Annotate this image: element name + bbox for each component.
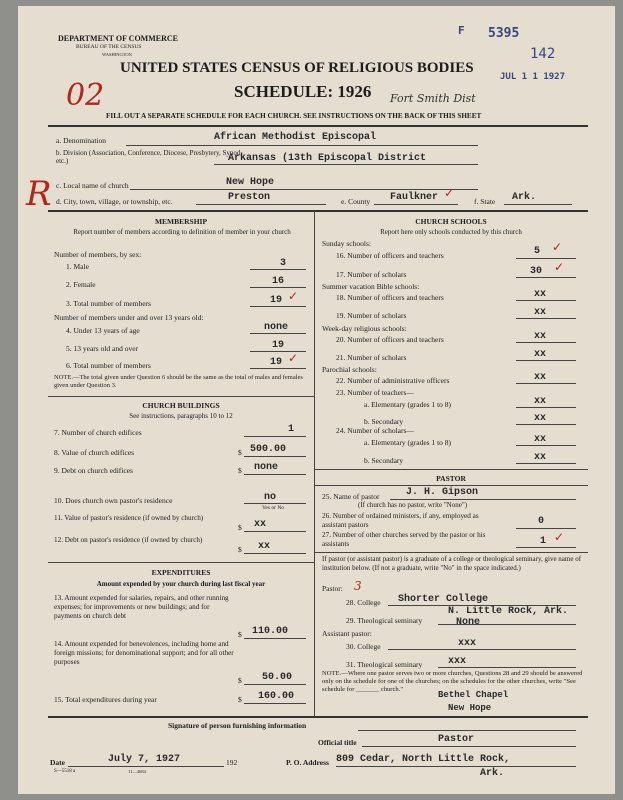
q31-value: xxx: [448, 656, 467, 667]
q10-label: 10. Does church own pastor's residence: [54, 496, 173, 505]
state-label: f. State: [474, 197, 496, 206]
q24a-label: a. Elementary (grades 1 to 8): [364, 438, 452, 447]
city-label: WASHINGTON: [102, 52, 132, 57]
denomination-value: African Methodist Episcopal: [214, 132, 377, 143]
city-field-label: d. City, town, village, or township, etc.: [56, 197, 173, 206]
graduate-note: If pastor (or assistant pastor) is a graduate of a college or theological seminary, give name of institution below. (If not a graduate, write "No" in the space indicated.): [322, 555, 582, 572]
q30-label: 30. College: [346, 642, 381, 651]
schedule-district-note: Fort Smith Dist: [390, 92, 476, 105]
assistant-pastor-subheading: Assistant pastor:: [322, 629, 372, 638]
pastor-subheading: Pastor:: [322, 584, 343, 593]
membership-note: NOTE.—The total given under Question 6 should be the same as the total of males and females given under Question 3.: [54, 374, 303, 389]
separate-schedule-instruction: FILL OUT A SEPARATE SCHEDULE FOR EACH CHURCH. SEE INSTRUCTIONS ON THE BACK OF THIS SHEET: [106, 112, 482, 120]
q8-value: 500.00: [250, 444, 287, 455]
q5-value: 19: [272, 340, 285, 351]
dollar-sign: $: [238, 545, 242, 554]
check-mark-icon: ✓: [288, 351, 299, 365]
census-form-sheet: [18, 6, 615, 794]
q31-label: 31. Theological seminary: [346, 660, 423, 669]
q14-value: 50.00: [262, 672, 293, 683]
q7-value: 1: [288, 424, 295, 435]
members-by-age-label: Number of members under and over 13 years old:: [54, 313, 204, 322]
members-by-sex-label: Number of members, by sex:: [54, 250, 142, 259]
q13-label: 13. Amount expended for salaries, repairs, and other running expenses; for improvements or new buildings; and for payments on church debt: [54, 594, 229, 620]
q10-value: no: [264, 492, 277, 503]
date-value: July 7, 1927: [108, 754, 181, 765]
q18-value: xx: [534, 289, 547, 300]
official-title-label: Official title: [318, 738, 357, 747]
q6-value: 19: [270, 357, 283, 368]
form-code: S—5518 a: [54, 769, 76, 774]
q23b-value: xx: [534, 413, 547, 424]
year-suffix: 192: [226, 758, 238, 767]
official-title-value: Pastor: [438, 734, 475, 745]
q16-value: 5: [534, 246, 541, 257]
q28-value: Shorter College: [398, 594, 489, 605]
q20-value: xx: [534, 331, 547, 342]
county-label: e. County: [341, 197, 371, 206]
summer-schools-label: Summer vacation Bible schools:: [322, 282, 420, 291]
dollar-sign: $: [238, 630, 242, 639]
q9-label: 9. Debt on church edifices: [54, 466, 133, 475]
po-address-state: Ark.: [480, 768, 505, 779]
q27-label: 27. Number of other churches served by the pastor or his assistants: [322, 531, 486, 548]
denomination-label: a. Denomination: [56, 136, 106, 145]
q15-value: 160.00: [258, 691, 295, 702]
q7-label: 7. Number of church edifices: [54, 428, 142, 437]
parochial-schools-label: Parochial schools:: [322, 365, 377, 374]
q27-value: 1: [540, 536, 547, 547]
multi-church-note: NOTE.—Where one pastor serves two or more churches, Questions 28 and 29 should be answered only on the schedule for one of the churches; on the schedules for the other churches, write "See schedule for _______ church.": [322, 670, 583, 693]
stamp-prefix: F: [458, 24, 465, 37]
q18-label: 18. Number of officers and teachers: [336, 293, 444, 302]
expenditures-intro: Amount expended by your church during last fiscal year: [96, 580, 266, 588]
note-church-fill-2: New Hope: [448, 703, 492, 713]
dollar-sign: $: [238, 676, 242, 685]
check-mark-icon: ✓: [554, 260, 565, 274]
q15-label: 15. Total expenditures during year: [54, 695, 157, 704]
buildings-heading: CHURCH BUILDINGS: [142, 401, 220, 410]
q24b-label: b. Secondary: [364, 456, 404, 465]
q17-value: 30: [530, 266, 543, 277]
check-mark-icon: ✓: [444, 186, 455, 200]
q1-label: 1. Male: [66, 262, 89, 271]
q28-location: N. Little Rock, Ark.: [448, 606, 569, 617]
q23a-value: xx: [534, 396, 547, 407]
q21-value: xx: [534, 349, 547, 360]
q12-label: 12. Debt on pastor's residence (if owned by church): [54, 536, 203, 544]
q6-label: 6. Total number of members: [66, 361, 151, 370]
q25-label: 25. Name of pastor: [322, 492, 380, 501]
form-code-2: 11—4684: [128, 769, 146, 774]
bureau-label: BUREAU OF THE CENSUS: [76, 44, 142, 50]
q14-label: 14. Amount expended for benevolences, including home and foreign missions; for denominational support; and for all other purposes: [54, 640, 234, 666]
date-label: Date: [50, 758, 65, 767]
state-value: Ark.: [512, 192, 537, 203]
stamp-number: 5395: [488, 26, 520, 41]
q13-value: 110.00: [252, 626, 289, 637]
q21-label: 21. Number of scholars: [336, 353, 407, 362]
q29-label: 29. Theological seminary: [346, 616, 423, 625]
q11-label: 11. Value of pastor's residence (if owned by church): [54, 514, 204, 522]
weekday-schools-label: Week-day religious schools:: [322, 324, 407, 333]
membership-heading: MEMBERSHIP: [154, 217, 208, 226]
q4-label: 4. Under 13 years of age: [66, 326, 140, 335]
dollar-sign: $: [238, 523, 242, 532]
signature-label: Signature of person furnishing information: [168, 721, 307, 730]
q22-label: 22. Number of administrative officers: [336, 376, 450, 385]
note-church-fill: Bethel Chapel: [438, 690, 509, 700]
local-name-label: c. Local name of church: [56, 181, 129, 190]
q2-label: 2. Female: [66, 280, 96, 289]
schedule-title: SCHEDULE: 1926: [234, 82, 372, 101]
form-title: UNITED STATES CENSUS OF RELIGIOUS BODIES: [120, 60, 474, 76]
city-field-value: Preston: [228, 192, 271, 203]
q9-value: none: [254, 462, 279, 473]
dollar-sign: $: [238, 466, 242, 475]
schools-intro: Report here only schools conducted by this church: [380, 228, 522, 236]
q5-label: 5. 13 years old and over: [66, 344, 139, 353]
q1-value: 3: [280, 258, 287, 269]
q12-value: xx: [258, 541, 271, 552]
q19-label: 19. Number of scholars: [336, 311, 407, 320]
q26-label: 26. Number of ordained ministers, if any, employed as assistant pastors: [322, 512, 479, 529]
check-mark-icon: ✓: [288, 289, 299, 303]
division-label: b. Division (Association, Conference, Diocese, Presbytery, Synod, etc.): [56, 149, 243, 165]
schools-heading: CHURCH SCHOOLS: [415, 217, 487, 226]
q23a-label: a. Elementary (grades 1 to 8): [364, 400, 452, 409]
division-value: Arkansas (13th Episcopal District: [228, 153, 427, 164]
stamp-142: 142: [530, 46, 556, 62]
q24a-value: xx: [534, 434, 547, 445]
department-label: DEPARTMENT OF COMMERCE: [58, 34, 179, 43]
membership-intro: Report number of members according to definition of member in your church: [73, 228, 291, 236]
q2-value: 16: [272, 276, 285, 287]
mark-02: 02: [66, 78, 105, 113]
q23-label: 23. Number of teachers—: [336, 388, 414, 397]
q20-label: 20. Number of officers and teachers: [336, 335, 444, 344]
local-name-value: New Hope: [226, 177, 275, 188]
check-mark-icon: ✓: [552, 240, 563, 254]
pastor-heading: PASTOR: [436, 474, 466, 483]
q29-value: None: [456, 617, 481, 628]
pastor-mark: 3: [354, 579, 362, 593]
q28-label: 28. College: [346, 598, 381, 607]
q23b-label: b. Secondary: [364, 417, 404, 426]
county-value: Faulkner: [390, 192, 439, 203]
dollar-sign: $: [238, 695, 242, 704]
q8-label: 8. Value of church edifices: [54, 448, 135, 457]
q3-value: 19: [270, 295, 283, 306]
q26-value: 0: [538, 516, 545, 527]
check-mark-icon: ✓: [554, 530, 565, 544]
q24-label: 24. Number of scholars—: [336, 426, 414, 435]
buildings-instructions: See instructions, paragraphs 10 to 12: [129, 412, 233, 420]
received-date-stamp: JUL 1 1 1927: [500, 72, 566, 82]
q24b-value: xx: [534, 452, 547, 463]
q30-value: xxx: [458, 638, 477, 649]
mark-r: R: [26, 174, 52, 214]
q19-value: xx: [534, 307, 547, 318]
po-address-label: P. O. Address: [286, 758, 329, 767]
po-address-value: 809 Cedar, North Little Rock,: [336, 754, 511, 765]
q17-label: 17. Number of scholars: [336, 270, 407, 279]
q10-hint: Yes or No: [262, 505, 285, 511]
expenditures-heading: EXPENDITURES: [151, 568, 211, 577]
q3-label: 3. Total number of members: [66, 299, 151, 308]
sunday-schools-label: Sunday schools:: [322, 239, 371, 248]
dollar-sign: $: [238, 448, 242, 457]
q25-value: J. H. Gipson: [406, 487, 479, 498]
q16-label: 16. Number of officers and teachers: [336, 251, 444, 260]
q4-value: none: [264, 322, 289, 333]
q11-value: xx: [254, 519, 267, 530]
q22-value: xx: [534, 372, 547, 383]
q25-hint: (If church has no pastor, write "None"): [358, 501, 468, 509]
